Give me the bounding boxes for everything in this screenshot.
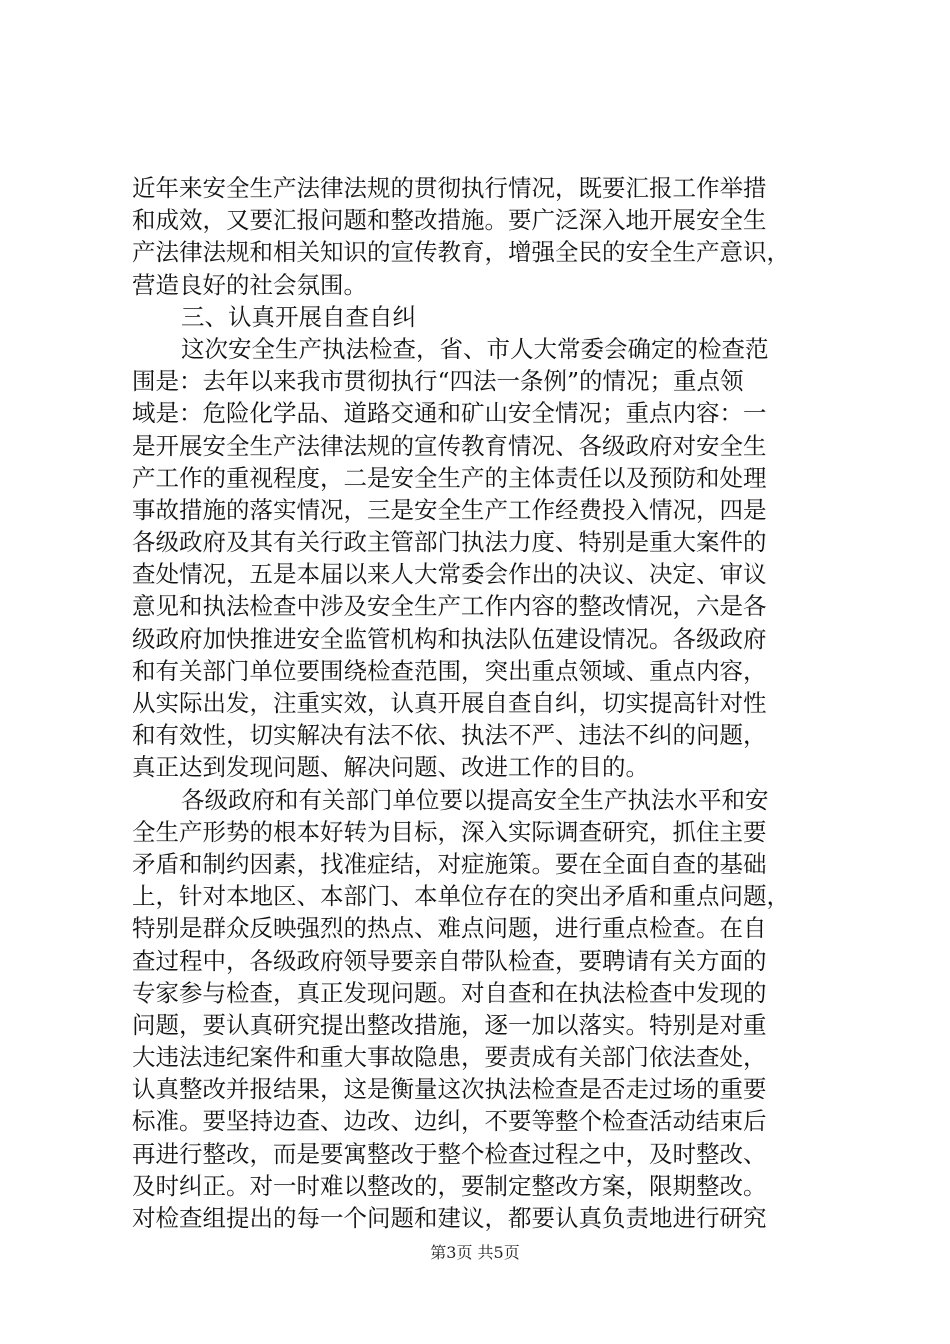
text-line: 产工作的重视程度，二是安全生产的主体责任以及预防和处理 bbox=[132, 463, 767, 492]
text-line: 和成效，又要汇报问题和整改措施。要广泛深入地开展安全生 bbox=[132, 206, 767, 235]
text-line: 上，针对本地区、本部门、本单位存在的突出矛盾和重点问题， bbox=[132, 882, 790, 911]
text-line: 专家参与检查，真正发现问题。对自查和在执法检查中发现的 bbox=[132, 978, 767, 1007]
text-line: 和有关部门单位要围绕检查范围，突出重点领域、重点内容， bbox=[132, 656, 767, 685]
text-line: 各级政府及其有关行政主管部门执法力度、特别是重大案件的 bbox=[132, 528, 767, 557]
text-line: 各级政府和有关部门单位要以提高安全生产执法水平和安 bbox=[181, 785, 769, 814]
page-number-footer: 第3页 共5页 bbox=[430, 1243, 520, 1262]
text-line: 特别是群众反映强烈的热点、难点问题，进行重点检查。在自 bbox=[132, 914, 767, 943]
text-line: 是开展安全生产法律法规的宣传教育情况、各级政府对安全生 bbox=[132, 431, 767, 460]
text-line: 和有效性，切实解决有法不依、执法不严、违法不纠的问题， bbox=[132, 721, 767, 750]
text-line: 查过程中，各级政府领导要亲自带队检查，要聘请有关方面的 bbox=[132, 946, 767, 975]
text-line: 全生产形势的根本好转为目标，深入实际调查研究，抓住主要 bbox=[132, 817, 767, 846]
section-heading: 三、认真开展自查自纠 bbox=[181, 302, 416, 331]
body-text bbox=[132, 172, 835, 1234]
text-line: 大违法违纪案件和重大事故隐患，要责成有关部门依法查处， bbox=[132, 1043, 767, 1072]
text-line: 从实际出发，注重实效，认真开展自查自纠，切实提高针对性 bbox=[132, 689, 767, 717]
text-line: 认真整改并报结果，这是衡量这次执法检查是否走过场的重要 bbox=[132, 1075, 767, 1104]
text-line: 再进行整改，而是要寓整改于整个检查过程之中，及时整改、 bbox=[132, 1139, 767, 1168]
text-line: 营造良好的社会氛围。 bbox=[132, 270, 367, 299]
text-line: 对检查组提出的每一个问题和建议，都要认真负责地进行研究 bbox=[132, 1204, 767, 1232]
text-line: 查处情况，五是本届以来人大常委会作出的决议、决定、审议 bbox=[132, 560, 767, 589]
text-line: 问题，要认真研究提出整改措施，逐一加以落实。特别是对重 bbox=[132, 1010, 767, 1039]
text-line: 域是：危险化学品、道路交通和矿山安全情况；重点内容：一 bbox=[132, 399, 767, 428]
text-line: 标准。要坚持边查、边改、边纠，不要等整个检查活动结束后 bbox=[132, 1107, 767, 1136]
text-line: 及时纠正。对一时难以整改的，要制定整改方案，限期整改。 bbox=[132, 1171, 767, 1200]
text-line: 产法律法规和相关知识的宣传教育，增强全民的安全生产意识， bbox=[132, 238, 790, 267]
text-line: 围是：去年以来我市贯彻执行“四法一条例”的情况；重点领 bbox=[132, 367, 744, 396]
text-line: 这次安全生产执法检查，省、市人大常委会确定的检查范 bbox=[181, 334, 769, 363]
text-line: 真正达到发现问题、解决问题、改进工作的目的。 bbox=[132, 753, 649, 782]
text-line: 近年来安全生产法律法规的贯彻执行情况，既要汇报工作举措 bbox=[132, 174, 767, 202]
text-line: 级政府加快推进安全监管机构和执法队伍建设情况。各级政府 bbox=[132, 624, 767, 653]
text-line: 矛盾和制约因素，找准症结，对症施策。要在全面自查的基础 bbox=[132, 849, 767, 878]
text-line: 事故措施的落实情况，三是安全生产工作经费投入情况，四是 bbox=[132, 495, 767, 524]
text-line: 意见和执法检查中涉及安全生产工作内容的整改情况，六是各 bbox=[132, 592, 767, 621]
